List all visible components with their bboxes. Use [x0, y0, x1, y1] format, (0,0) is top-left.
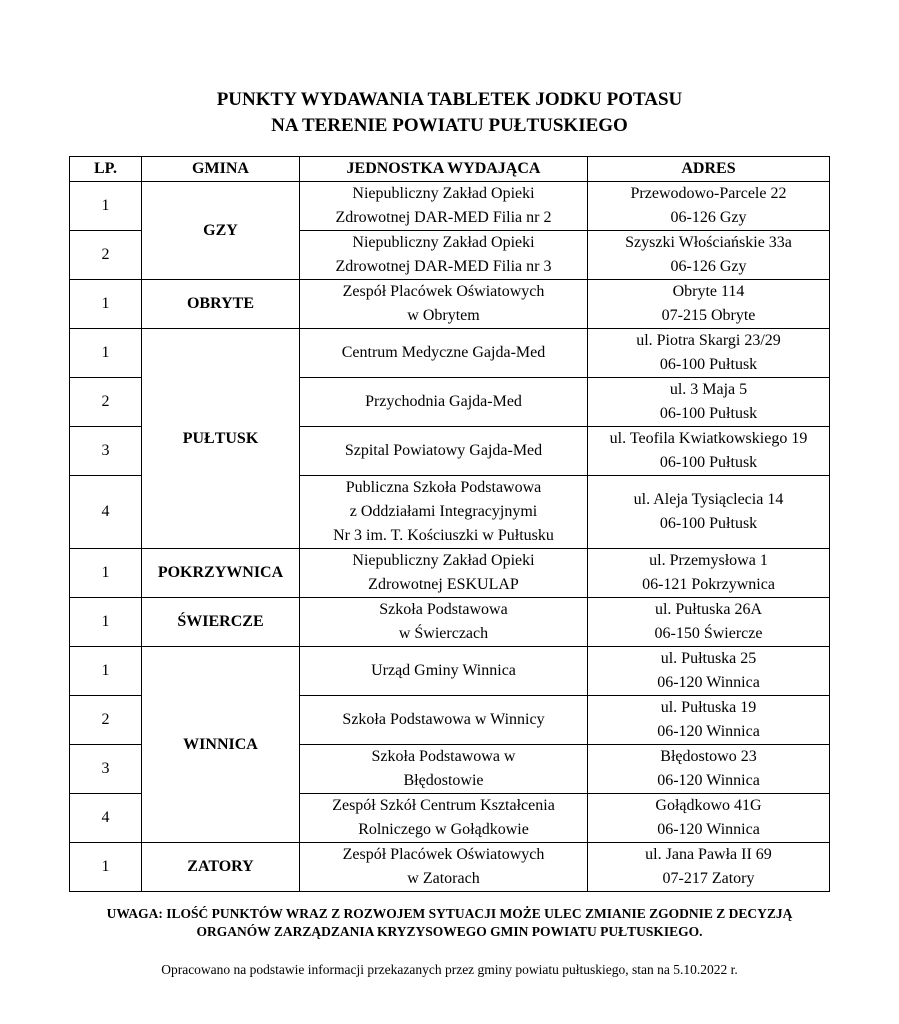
cell-gmina: GZY [142, 182, 300, 280]
jednostka-line: Szkoła Podstawowa [379, 601, 508, 618]
cell-lp: 3 [70, 745, 142, 794]
cell-jednostka [300, 378, 588, 427]
adres-line: Przewodowo-Parcele 22 [630, 185, 787, 202]
adres-line: ul. Pułtuska 19 [660, 699, 757, 716]
distribution-points-table [69, 156, 830, 892]
header-gmina: GMINA [142, 157, 300, 182]
adres-line: 06-121 Pokrzywnica [642, 576, 775, 593]
adres-line: ul. Teofila Kwiatkowskiego 19 [609, 430, 808, 447]
jednostka-line: w Zatorach [407, 870, 480, 887]
jednostka-line: Błędostowie [403, 772, 484, 789]
cell-jednostka [300, 745, 588, 794]
header-lp: LP. [70, 157, 142, 182]
adres-line: ul. Pułtuska 26A [654, 601, 763, 618]
cell-adres [588, 647, 830, 696]
cell-lp: 4 [70, 794, 142, 843]
warning-note-line-1: UWAGA: ILOŚĆ PUNKTÓW WRAZ Z ROZWOJEM SYTUACJI MOŻE ULEC ZMIANIE ZGODNIE Z DECYZJĄ [106, 906, 793, 921]
cell-gmina: PUŁTUSK [142, 329, 300, 549]
cell-adres [588, 549, 830, 598]
cell-lp: 2 [70, 378, 142, 427]
table-row [70, 647, 830, 696]
jednostka-line: Urząd Gminy Winnica [371, 662, 516, 679]
cell-adres [588, 378, 830, 427]
jednostka-line: w Obrytem [407, 307, 480, 324]
adres-line: 06-150 Świercze [654, 625, 763, 642]
cell-gmina: ZATORY [142, 843, 300, 892]
cell-lp: 2 [70, 696, 142, 745]
cell-jednostka [300, 647, 588, 696]
jednostka-line: Zdrowotnej ESKULAP [368, 576, 519, 593]
cell-lp: 3 [70, 427, 142, 476]
jednostka-line: Szkoła Podstawowa w [371, 748, 516, 765]
adres-line: 07-217 Zatory [662, 870, 755, 887]
cell-gmina: WINNICA [142, 647, 300, 843]
header-jednostka: JEDNOSTKA WYDAJĄCA [300, 157, 588, 182]
adres-line: 06-126 Gzy [670, 258, 747, 275]
cell-jednostka [300, 598, 588, 647]
cell-lp: 1 [70, 598, 142, 647]
jednostka-line: Szpital Powiatowy Gajda-Med [344, 442, 543, 459]
jednostka-line: Zdrowotnej DAR-MED Filia nr 2 [335, 209, 552, 226]
jednostka-line: Publiczna Szkoła Podstawowa [345, 479, 542, 496]
jednostka-line: Szkoła Podstawowa w Winnicy [342, 711, 545, 728]
cell-lp: 1 [70, 843, 142, 892]
cell-jednostka [300, 843, 588, 892]
adres-line: Gołądkowo 41G [655, 797, 762, 814]
cell-jednostka [300, 231, 588, 280]
adres-line: 06-100 Pułtusk [659, 356, 758, 373]
jednostka-line: Zespół Szkół Centrum Kształcenia [332, 797, 555, 814]
adres-line: Obryte 114 [672, 283, 745, 300]
adres-line: 06-120 Winnica [657, 674, 760, 691]
adres-line: 06-120 Winnica [657, 772, 760, 789]
cell-adres [588, 231, 830, 280]
cell-adres [588, 794, 830, 843]
jednostka-line: Zespół Placówek Oświatowych [342, 846, 545, 863]
jednostka-line: Zdrowotnej DAR-MED Filia nr 3 [335, 258, 552, 275]
cell-gmina: ŚWIERCZE [142, 598, 300, 647]
jednostka-line: Centrum Medyczne Gajda-Med [341, 344, 546, 361]
cell-adres [588, 427, 830, 476]
jednostka-line: Niepubliczny Zakład Opieki [352, 185, 535, 202]
table-header-row [70, 157, 830, 182]
cell-jednostka [300, 427, 588, 476]
jednostka-line: Przychodnia Gajda-Med [365, 393, 522, 410]
table-row [70, 182, 830, 231]
cell-jednostka [300, 476, 588, 549]
adres-line: 06-120 Winnica [657, 821, 760, 838]
adres-line: ul. Aleja Tysiąclecia 14 [633, 491, 784, 508]
jednostka-line: Rolniczego w Gołądkowie [358, 821, 529, 838]
cell-gmina: OBRYTE [142, 280, 300, 329]
cell-adres [588, 182, 830, 231]
cell-adres [588, 696, 830, 745]
document-title-line-2: NA TERENIE POWIATU PUŁTUSKIEGO [271, 115, 628, 136]
cell-lp: 1 [70, 182, 142, 231]
adres-line: Szyszki Włościańskie 33a [625, 234, 792, 251]
adres-line: 07-215 Obryte [661, 307, 756, 324]
adres-line: ul. Piotra Skargi 23/29 [636, 332, 781, 349]
table-row [70, 598, 830, 647]
adres-line: ul. Przemysłowa 1 [649, 552, 768, 569]
adres-line: 06-100 Pułtusk [659, 405, 758, 422]
table-row [70, 549, 830, 598]
cell-adres [588, 843, 830, 892]
jednostka-line: Niepubliczny Zakład Opieki [352, 552, 535, 569]
source-footer: Opracowano na podstawie informacji przekazanych przez gminy powiatu pułtuskiego, stan na 5.10.2022 r. [161, 962, 738, 977]
adres-line: 06-126 Gzy [670, 209, 747, 226]
cell-jednostka [300, 549, 588, 598]
warning-note-line-2: ORGANÓW ZARZĄDZANIA KRYZYSOWEGO GMIN POWIATU PUŁTUSKIEGO. [196, 924, 703, 939]
table-row [70, 329, 830, 378]
cell-jednostka [300, 182, 588, 231]
cell-adres [588, 280, 830, 329]
cell-adres [588, 476, 830, 549]
jednostka-line: Nr 3 im. T. Kościuszki w Pułtusku [333, 527, 554, 544]
cell-lp: 1 [70, 549, 142, 598]
table-body [70, 182, 830, 892]
adres-line: ul. Jana Pawła II 69 [645, 846, 772, 863]
cell-lp: 4 [70, 476, 142, 549]
cell-jednostka [300, 696, 588, 745]
cell-jednostka [300, 329, 588, 378]
adres-line: 06-120 Winnica [657, 723, 760, 740]
cell-adres [588, 329, 830, 378]
cell-adres [588, 745, 830, 794]
adres-line: Błędostowo 23 [660, 748, 757, 765]
adres-line: ul. 3 Maja 5 [669, 381, 748, 398]
jednostka-line: Niepubliczny Zakład Opieki [352, 234, 535, 251]
header-adres: ADRES [588, 157, 830, 182]
cell-jednostka [300, 280, 588, 329]
cell-adres [588, 598, 830, 647]
jednostka-line: z Oddziałami Integracyjnymi [349, 503, 538, 520]
document-title-line-1: PUNKTY WYDAWANIA TABLETEK JODKU POTASU [216, 89, 683, 110]
jednostka-line: Zespół Placówek Oświatowych [342, 283, 545, 300]
adres-line: 06-100 Pułtusk [659, 515, 758, 532]
adres-line: ul. Pułtuska 25 [660, 650, 757, 667]
cell-lp: 1 [70, 329, 142, 378]
cell-gmina: POKRZYWNICA [142, 549, 300, 598]
cell-jednostka [300, 794, 588, 843]
cell-lp: 1 [70, 647, 142, 696]
cell-lp: 2 [70, 231, 142, 280]
table-row [70, 280, 830, 329]
cell-lp: 1 [70, 280, 142, 329]
jednostka-line: w Świerczach [398, 625, 489, 642]
adres-line: 06-100 Pułtusk [659, 454, 758, 471]
table-row [70, 843, 830, 892]
